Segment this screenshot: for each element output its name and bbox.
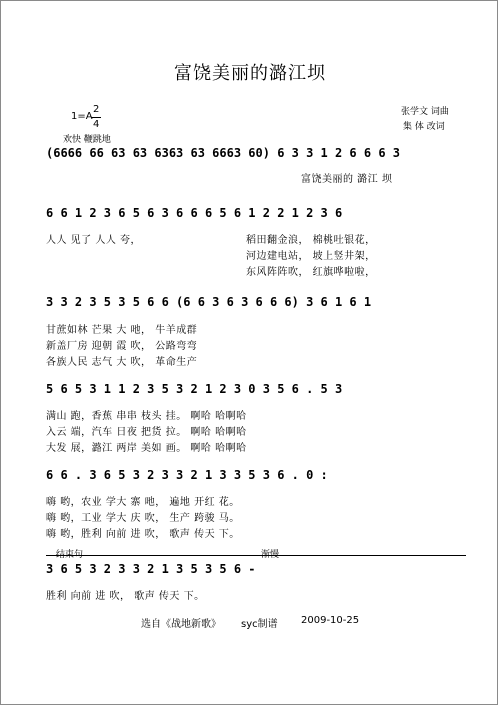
date-credit: 2009-10-25 [301,615,360,626]
slowing-label: 渐慢 [261,550,280,560]
lyrics-line-6-verse-1: 胜利 向前 进 吹， 歌声 传天 下。 [46,591,205,602]
notation-line-3: 3 3 2 3 5 3 5 6 6 (6 6 3 6 3 6 6 6) 3 6 1 6 1 [46,295,372,309]
lyrics-line-5-verse-3: 嗨 哟，胜利 向前 进 吹， 歌声 传天 下。 [46,529,240,540]
source-credit: 选自《战地新歌》 [141,619,221,630]
notation-line-5: 6 6 . 3 6 5 3 2 3 3 2 1 3 3 5 3 6 . 0 : [46,468,328,482]
notation-line-6: 3 6 5 3 2 3 3 2 1 3 5 3 5 6 - [46,562,256,576]
ending-bracket [46,555,466,556]
notation-line-2: 6 6 1 2 3 6 5 6 3 6 6 6 5 6 1 2 2 1 2 3 6 [46,206,343,220]
lyrics-line-3-verse-1: 甘蔗如林 芒果 大 吔， 牛羊成群 [46,325,198,336]
lyrics-line-5-verse-2: 嗨 哟，工业 学大 庆 吹， 生产 跨骏 马。 [46,513,240,524]
notation-line-4: 5 6 5 3 1 1 2 3 5 3 2 1 2 3 0 3 5 6 . 5 3 [46,382,343,396]
lyrics-line-4-verse-3: 大发 展，潞江 两岸 美如 画。 啊哈 哈啊哈 [46,443,247,454]
arranger-credit: 集 体 改词 [403,122,445,132]
lyrics-line-2-verse-0: 人人 见了 人人 夸， [46,235,142,246]
lyrics-line-2-verse-3: 东风阵阵吹， 红旗哗啦啦， [246,267,376,278]
lyrics-line-3-verse-2: 新盖厂房 迎朝 霞 吹， 公路弯弯 [46,341,198,352]
tempo-marking: 欢快 鞭跳地 [63,135,111,145]
time-sig-top: 2 [93,104,100,115]
lyrics-line-2-verse-2: 河边建电站， 坡上竖井架， [246,251,376,262]
lyrics-line-5-verse-1: 嗨 哟，农业 学大 寨 吔， 遍地 开红 花。 [46,497,240,508]
lyrics-line-4-verse-2: 入云 端，汽车 日夜 把货 拉。 啊哈 哈啊哈 [46,427,247,438]
lyrics-line-3-verse-3: 各族人民 志气 大 吹， 革命生产 [46,357,198,368]
lyrics-line-4-verse-1: 满山 跑，香蕉 串串 枝头 挂。 啊哈 哈啊哈 [46,411,247,422]
lyrics-line-1-verse-1: 富饶美丽的 潞江 坝 [301,174,393,185]
lyrics-line-2-verse-1: 稻田翻金浪， 棉桃吐银花， [246,235,376,246]
notation-line-1: (6666 66 63 63 6363 63 6663 60) 6 3 3 1 2 6 6 6 3 [46,146,401,160]
maker-credit: syc制谱 [241,619,278,630]
time-sig-line [91,117,101,118]
page-title: 富饶美丽的潞江坝 [174,63,326,84]
key-signature: 1=A [71,111,93,122]
ending-label: 结束句 [56,550,84,560]
composer-credit: 张学文 词曲 [401,107,449,117]
time-sig-bottom: 4 [93,119,100,130]
